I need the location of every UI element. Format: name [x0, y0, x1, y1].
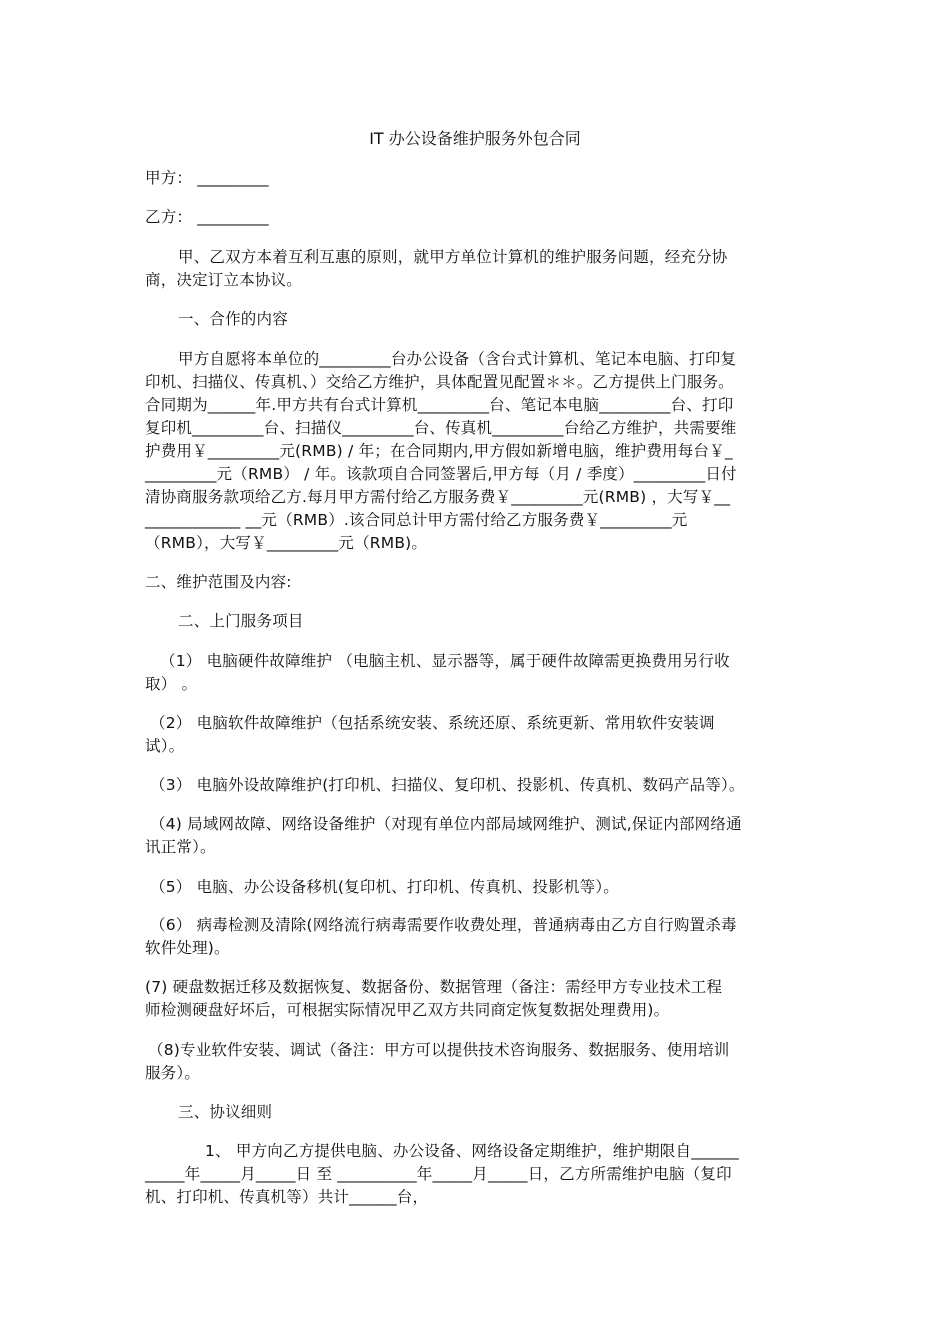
item-1-line-2: 取） 。	[145, 675, 198, 693]
clause-1-line-3: 机、打印机、传真机等）共计______台，	[145, 1188, 429, 1206]
document-title: IT 办公设备维护服务外包合同	[369, 129, 581, 148]
section1-line-1: 甲方自愿将本单位的_________台办公设备（含台式计算机、笔记本电脑、打印复	[178, 350, 737, 368]
party-b-line: 乙方： _________	[145, 208, 269, 226]
intro-line-2: 商，决定订立本协议。	[145, 271, 303, 289]
section1-line-2: 印机、扫描仪、传真机、）交给乙方维护，具体配置见配置＊＊。乙方提供上门服务。	[145, 373, 734, 391]
section2-heading: 二、维护范围及内容:	[145, 573, 292, 591]
section1-line-3: 合同期为______年.甲方共有台式计算机_________台、笔记本电脑_________台、打印	[145, 396, 734, 414]
item-5-line-1: （5） 电脑、办公设备移机(复印机、打印机、传真机、投影机等）。	[150, 878, 619, 896]
section1-line-7: 清协商服务款项给乙方.每月甲方需付给乙方服务费￥_________元(RMB) ，大写￥__	[145, 488, 731, 506]
intro-line-1: 甲、乙双方本着互利互惠的原则，就甲方单位计算机的维护服务问题，经充分协	[178, 248, 728, 266]
item-6-line-2: 软件处理)。	[145, 939, 230, 957]
section2-sub-heading: 二、上门服务项目	[178, 612, 304, 630]
item-8-line-1: （8)专业软件安装、调试（备注：甲方可以提供技术咨询服务、数据服务、使用培训	[148, 1041, 730, 1059]
item-6-line-1: （6） 病毒检测及清除(网络流行病毒需要作收费处理，普通病毒由乙方自行购置杀毒	[150, 916, 737, 934]
clause-1-line-2: _____年_____月_____日 至 __________年_____月_____日，乙方所需维护电脑（复印	[145, 1165, 732, 1183]
item-8-line-2: 服务）。	[145, 1064, 201, 1082]
section1-heading: 一、合作的内容	[178, 310, 288, 328]
item-7-line-1: (7) 硬盘数据迁移及数据恢复、数据备份、数据管理（备注：需经甲方专业技术工程	[145, 978, 723, 996]
item-4-line-2: 讯正常）。	[145, 838, 216, 856]
section1-line-9: （RMB），大写￥_________元（RMB)。	[145, 534, 428, 552]
section1-line-5: 护费用￥_________元(RMB) / 年；在合同期内,甲方假如新增电脑，维护费用每台￥_	[145, 442, 733, 460]
clause-1-line-1: 1、 甲方向乙方提供电脑、办公设备、网络设备定期维护，维护期限自______	[205, 1142, 739, 1160]
section1-line-4: 复印机_________台、扫描仪_________台、传真机_________台给乙方维护，共需要维	[145, 419, 737, 437]
item-1-line-1: （1） 电脑硬件故障维护 （电脑主机、显示器等，属于硬件故障需更换费用另行收	[160, 652, 730, 670]
section1-line-8: ____________ __元（RMB）.该合同总计甲方需付给乙方服务费￥_________元	[145, 511, 688, 529]
section3-heading: 三、协议细则	[178, 1103, 273, 1121]
item-2-line-2: 试）。	[145, 737, 185, 755]
party-a-line: 甲方： _________	[145, 169, 269, 187]
item-2-line-1: （2） 电脑软件故障维护（包括系统安装、系统还原、系统更新、常用软件安装调	[150, 714, 715, 732]
item-3-line-1: （3） 电脑外设故障维护(打印机、扫描仪、复印机、投影机、传真机、数码产品等）。	[150, 776, 745, 794]
section1-line-6: _________元（RMB） / 年。该款项自合同签署后,甲方每（月 / 季度）_________日付	[145, 465, 737, 483]
item-7-line-2: 师检测硬盘好坏后，可根据实际情况甲乙双方共同商定恢复数据处理费用)。	[145, 1001, 670, 1019]
item-4-line-1: （4) 局域网故障、网络设备维护（对现有单位内部局域网维护、测试,保证内部网络通	[150, 815, 742, 833]
